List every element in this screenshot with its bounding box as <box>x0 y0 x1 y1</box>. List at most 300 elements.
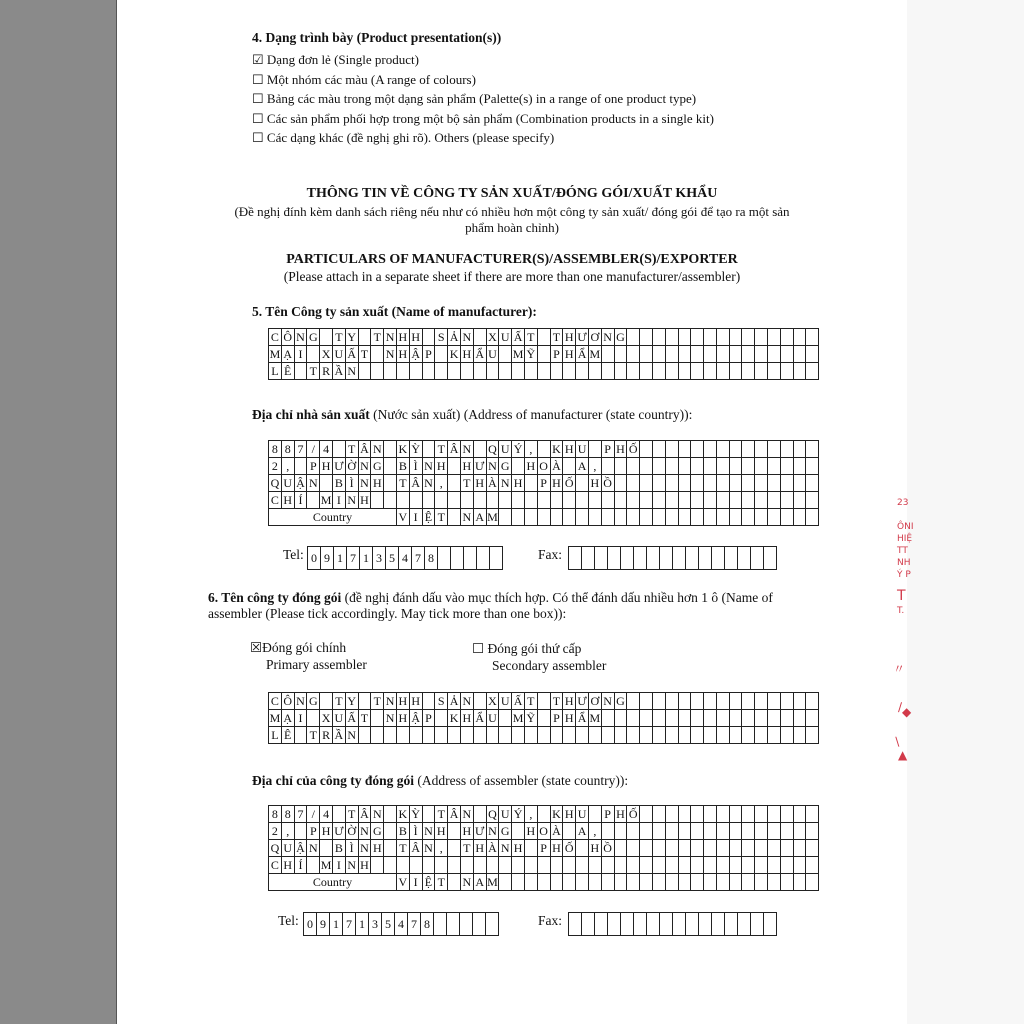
digit-cell <box>473 913 486 936</box>
grid-cell <box>320 475 333 492</box>
grid-cell: N <box>422 458 435 475</box>
country-cell: V <box>396 874 409 891</box>
grid-cell: K <box>448 710 461 727</box>
grid-cell <box>793 823 806 840</box>
tel-label-2: Tel: <box>278 913 299 928</box>
grid-cell <box>384 363 397 380</box>
country-cell <box>678 874 691 891</box>
stamp-text: T <box>897 588 906 604</box>
grid-cell <box>640 823 653 840</box>
digit-cell: 7 <box>347 547 360 570</box>
digit-cell: 1 <box>330 913 343 936</box>
manufacturer-name-grid <box>268 328 819 380</box>
grid-cell <box>678 346 691 363</box>
grid-cell: K <box>550 441 563 458</box>
country-cell: M <box>487 875 498 889</box>
grid-cell: , <box>281 823 294 840</box>
grid-cell <box>806 329 819 346</box>
grid-cell: M <box>269 711 281 725</box>
digit-cell <box>673 913 686 936</box>
grid-cell <box>716 363 729 380</box>
grid-cell <box>371 346 384 363</box>
grid-cell <box>448 492 461 509</box>
grid-cell <box>716 857 729 874</box>
digit-cell: 3 <box>373 547 386 570</box>
grid-cell <box>537 329 550 346</box>
grid-cell <box>704 441 717 458</box>
grid-cell <box>396 857 409 874</box>
section5-title: 5. Tên Công ty sản xuất (Name of manufacturer): <box>252 304 537 319</box>
grid-cell: H <box>409 329 422 346</box>
grid-cell: T <box>460 840 473 857</box>
grid-cell <box>588 806 601 823</box>
grid-cell: Ầ <box>332 727 345 744</box>
grid-cell: G <box>371 823 384 840</box>
grid-cell: 8 <box>281 806 294 823</box>
grid-cell <box>384 441 397 458</box>
grid-cell: À <box>486 475 499 492</box>
grid-cell: Ậ <box>409 710 422 727</box>
grid-cell <box>537 806 550 823</box>
grid-cell: N <box>422 823 435 840</box>
grid-cell: À <box>486 840 499 857</box>
grid-cell <box>524 363 537 380</box>
grid-cell <box>307 346 320 363</box>
grid-cell <box>768 329 781 346</box>
grid-cell: Y <box>345 329 358 346</box>
grid-cell <box>768 823 781 840</box>
grid-cell <box>780 363 793 380</box>
grid-cell <box>396 727 409 744</box>
grid-cell <box>371 492 384 509</box>
grid-cell <box>768 441 781 458</box>
country-cell <box>512 509 525 526</box>
grid-cell: P <box>422 346 435 363</box>
country-cell: Ệ <box>422 874 435 891</box>
digit-cell: 5 <box>386 547 399 570</box>
grid-cell <box>652 441 665 458</box>
grid-cell <box>742 727 755 744</box>
grid-cell <box>755 710 768 727</box>
grid-cell: Ẩ <box>576 346 589 363</box>
grid-cell: N <box>358 840 371 857</box>
grid-cell <box>729 710 742 727</box>
grid-cell <box>652 857 665 874</box>
stamp-mark: ◆ <box>902 705 912 719</box>
grid-cell <box>755 441 768 458</box>
country-cell <box>601 874 614 891</box>
stamp-text: TT <box>897 546 908 556</box>
section4-title: 4. Dạng trình bày (Product presentation(s)) <box>252 30 502 45</box>
grid-cell <box>691 492 704 509</box>
grid-cell: H <box>320 823 333 840</box>
stamp-text: NH <box>897 558 911 568</box>
adjacent-page-edge <box>907 0 1024 1024</box>
country-cell <box>742 509 755 526</box>
grid-cell: G <box>307 693 320 710</box>
grid-cell <box>780 475 793 492</box>
grid-cell <box>486 492 499 509</box>
grid-cell <box>652 710 665 727</box>
presentation-option: ☑ Dạng đơn lẻ (Single product) <box>252 52 419 67</box>
grid-cell <box>704 823 717 840</box>
grid-cell: T <box>307 727 320 744</box>
grid-cell <box>742 806 755 823</box>
grid-cell: H <box>396 329 409 346</box>
grid-cell: T <box>371 693 384 710</box>
grid-cell: 4 <box>320 441 333 458</box>
digit-cell <box>660 913 673 936</box>
grid-cell: T <box>358 710 371 727</box>
country-cell <box>793 509 806 526</box>
grid-cell <box>409 727 422 744</box>
grid-cell: N <box>460 693 473 710</box>
grid-cell: 8 <box>269 806 282 823</box>
digit-cell <box>725 547 738 570</box>
manufacturer-address-grid <box>268 440 819 526</box>
grid-cell <box>499 710 512 727</box>
grid-cell: P <box>307 823 320 840</box>
grid-cell <box>396 492 409 509</box>
grid-cell: L <box>269 727 282 744</box>
grid-cell <box>294 823 307 840</box>
grid-cell: Í <box>294 857 307 874</box>
grid-cell: P <box>601 806 614 823</box>
grid-cell <box>665 806 678 823</box>
grid-cell: H <box>435 458 448 475</box>
grid-cell: À <box>550 458 563 475</box>
digit-cell <box>738 913 751 936</box>
grid-cell <box>601 492 614 509</box>
grid-cell <box>627 857 640 874</box>
grid-cell <box>755 346 768 363</box>
country-cell <box>448 509 461 526</box>
grid-cell: I <box>294 710 307 727</box>
grid-cell: H <box>473 475 486 492</box>
digit-cell <box>647 913 660 936</box>
grid-cell <box>755 806 768 823</box>
grid-cell: Â <box>448 441 461 458</box>
grid-cell <box>499 727 512 744</box>
grid-cell: I <box>332 492 345 509</box>
grid-cell: H <box>358 857 371 874</box>
grid-cell: N <box>294 693 307 710</box>
grid-cell <box>576 727 589 744</box>
grid-cell <box>627 727 640 744</box>
grid-cell <box>384 823 397 840</box>
grid-cell <box>704 710 717 727</box>
grid-cell <box>665 329 678 346</box>
fax-label-2: Fax: <box>538 913 563 928</box>
grid-cell <box>601 823 614 840</box>
grid-cell: N <box>601 329 614 346</box>
grid-cell: K <box>448 346 461 363</box>
grid-cell: T <box>345 806 358 823</box>
country-cell <box>665 874 678 891</box>
grid-cell: Ô <box>281 329 294 346</box>
digit-cell: 7 <box>343 913 356 936</box>
grid-cell: Ố <box>563 475 576 492</box>
grid-cell: T <box>524 693 537 710</box>
grid-cell <box>755 693 768 710</box>
grid-cell: 7 <box>294 806 307 823</box>
grid-cell: M <box>269 347 281 361</box>
grid-cell <box>665 475 678 492</box>
grid-cell: O <box>537 823 550 840</box>
grid-cell <box>614 710 627 727</box>
grid-cell <box>729 806 742 823</box>
grid-cell <box>742 458 755 475</box>
grid-cell <box>384 475 397 492</box>
grid-cell <box>780 857 793 874</box>
digit-cell: 1 <box>360 547 373 570</box>
grid-cell <box>563 458 576 475</box>
grid-cell: Ì <box>345 475 358 492</box>
grid-cell: H <box>473 840 486 857</box>
grid-cell <box>640 441 653 458</box>
grid-cell <box>563 492 576 509</box>
grid-cell: B <box>332 840 345 857</box>
grid-cell: M <box>512 711 524 725</box>
country-cell <box>716 874 729 891</box>
country-cell: V <box>396 509 409 526</box>
grid-cell <box>806 458 819 475</box>
grid-cell <box>652 329 665 346</box>
digit-cell <box>451 547 464 570</box>
grid-cell: , <box>281 458 294 475</box>
grid-cell: C <box>269 857 282 874</box>
grid-cell <box>652 823 665 840</box>
grid-cell <box>691 458 704 475</box>
grid-cell <box>448 823 461 840</box>
digit-cell: 4 <box>399 547 412 570</box>
grid-cell: Ơ <box>588 693 601 710</box>
grid-cell <box>627 823 640 840</box>
grid-cell: H <box>524 458 537 475</box>
grid-cell: T <box>358 346 371 363</box>
grid-cell <box>614 492 627 509</box>
grid-cell <box>576 492 589 509</box>
grid-cell <box>678 727 691 744</box>
grid-cell: H <box>512 840 525 857</box>
grid-cell: B <box>332 475 345 492</box>
assembler-address-grid <box>268 805 819 891</box>
grid-cell: Ạ <box>281 346 294 363</box>
grid-cell: N <box>499 840 512 857</box>
grid-cell: Ỹ <box>524 346 537 363</box>
grid-cell <box>742 363 755 380</box>
grid-cell <box>716 710 729 727</box>
grid-cell <box>473 329 486 346</box>
grid-cell <box>320 840 333 857</box>
grid-cell <box>665 441 678 458</box>
country-cell: M <box>487 510 498 524</box>
grid-cell: Ậ <box>294 840 307 857</box>
country-cell <box>691 509 704 526</box>
grid-cell <box>768 363 781 380</box>
country-cell <box>742 874 755 891</box>
grid-cell <box>806 441 819 458</box>
grid-cell <box>640 840 653 857</box>
grid-cell: Ạ <box>281 710 294 727</box>
grid-cell: Ư <box>577 330 587 344</box>
digit-cell: 0 <box>308 547 321 570</box>
country-cell <box>550 874 563 891</box>
grid-cell <box>627 492 640 509</box>
grid-cell <box>409 857 422 874</box>
digit-cell: 3 <box>369 913 382 936</box>
digit-cell <box>490 547 503 570</box>
grid-cell: , <box>588 458 601 475</box>
country-cell <box>768 874 781 891</box>
grid-cell: , <box>524 806 537 823</box>
grid-cell: T <box>396 475 409 492</box>
grid-cell <box>678 492 691 509</box>
grid-cell <box>422 693 435 710</box>
grid-cell: N <box>499 475 512 492</box>
grid-cell: U <box>281 840 294 857</box>
grid-cell <box>780 823 793 840</box>
grid-cell <box>435 857 448 874</box>
checkbox-icon: ☐ <box>252 130 264 145</box>
grid-cell <box>793 840 806 857</box>
grid-cell <box>512 363 525 380</box>
digit-cell: 9 <box>321 547 334 570</box>
grid-cell: N <box>460 806 473 823</box>
grid-cell <box>320 693 333 710</box>
grid-cell <box>537 492 550 509</box>
grid-cell: Ỳ <box>409 806 422 823</box>
grid-cell <box>524 727 537 744</box>
grid-cell <box>793 806 806 823</box>
primary-assembler-en: Primary assembler <box>266 657 367 672</box>
presentation-option: ☐ Các dạng khác (đề nghị ghi rõ). Others (please specify) <box>252 130 555 145</box>
grid-cell: H <box>281 857 294 874</box>
grid-cell <box>704 329 717 346</box>
grid-cell <box>652 363 665 380</box>
grid-cell <box>422 806 435 823</box>
particulars-en-note: (Please attach in a separate sheet if there are more than one manufacturer/assembler) <box>283 269 741 284</box>
grid-cell: G <box>371 458 384 475</box>
grid-cell: H <box>460 458 473 475</box>
grid-cell: Â <box>358 441 371 458</box>
grid-cell: H <box>396 693 409 710</box>
grid-cell <box>460 857 473 874</box>
country-cell: A <box>473 874 486 891</box>
grid-cell: , <box>435 475 448 492</box>
digit-cell <box>569 913 582 936</box>
grid-cell <box>473 806 486 823</box>
stamp-mark: 〃 <box>893 662 906 676</box>
checkbox-icon: ☐ <box>252 91 264 106</box>
grid-cell <box>614 823 627 840</box>
grid-cell <box>678 363 691 380</box>
digit-cell <box>699 913 712 936</box>
grid-cell: Ư <box>334 459 344 473</box>
grid-cell <box>704 346 717 363</box>
grid-cell <box>294 458 307 475</box>
country-cell <box>627 874 640 891</box>
grid-cell: K <box>396 441 409 458</box>
grid-cell <box>550 492 563 509</box>
grid-cell <box>729 727 742 744</box>
grid-cell: Â <box>409 840 422 857</box>
grid-cell <box>793 727 806 744</box>
grid-cell: H <box>588 840 601 857</box>
digit-cell <box>595 913 608 936</box>
country-cell <box>780 874 793 891</box>
grid-cell: 8 <box>269 441 282 458</box>
grid-cell: Ẩ <box>473 710 486 727</box>
grid-cell: T <box>550 693 563 710</box>
country-cell <box>588 509 601 526</box>
grid-cell <box>806 346 819 363</box>
grid-cell: Q <box>486 806 499 823</box>
grid-cell <box>652 492 665 509</box>
grid-cell <box>588 363 601 380</box>
grid-cell: P <box>601 441 614 458</box>
grid-cell: X <box>320 710 333 727</box>
grid-cell <box>652 475 665 492</box>
grid-cell <box>499 492 512 509</box>
grid-cell <box>448 475 461 492</box>
grid-cell: Y <box>345 693 358 710</box>
digit-cell <box>686 913 699 936</box>
grid-cell <box>640 857 653 874</box>
grid-cell: H <box>563 693 576 710</box>
grid-cell: X <box>320 346 333 363</box>
grid-cell <box>499 857 512 874</box>
grid-cell: 4 <box>320 806 333 823</box>
grid-cell: Ê <box>281 727 294 744</box>
grid-cell: C <box>269 492 282 509</box>
grid-cell: 2 <box>269 823 282 840</box>
grid-cell <box>435 727 448 744</box>
grid-cell <box>422 857 435 874</box>
digit-cell: 9 <box>317 913 330 936</box>
grid-cell <box>665 727 678 744</box>
grid-cell: , <box>435 840 448 857</box>
country-cell <box>640 509 653 526</box>
country-cell <box>614 509 627 526</box>
grid-cell <box>473 727 486 744</box>
digit-cell <box>460 913 473 936</box>
grid-cell <box>473 857 486 874</box>
checked-box-icon: ☑ <box>252 52 264 67</box>
grid-cell <box>537 727 550 744</box>
grid-cell <box>473 441 486 458</box>
grid-cell <box>742 475 755 492</box>
grid-cell: A <box>576 823 589 840</box>
grid-cell: N <box>358 475 371 492</box>
grid-cell: U <box>486 346 499 363</box>
country-cell <box>499 874 512 891</box>
country-cell <box>678 509 691 526</box>
grid-cell <box>755 857 768 874</box>
grid-cell: N <box>486 458 499 475</box>
grid-cell <box>614 363 627 380</box>
grid-cell <box>448 727 461 744</box>
grid-cell: Ư <box>577 694 587 708</box>
digit-cell <box>608 547 621 570</box>
grid-cell <box>294 363 307 380</box>
grid-cell: N <box>460 441 473 458</box>
grid-cell: X <box>486 693 499 710</box>
digit-cell <box>738 547 751 570</box>
checkbox-icon: ☐ <box>252 71 264 87</box>
grid-cell <box>614 458 627 475</box>
grid-cell: N <box>345 727 358 744</box>
